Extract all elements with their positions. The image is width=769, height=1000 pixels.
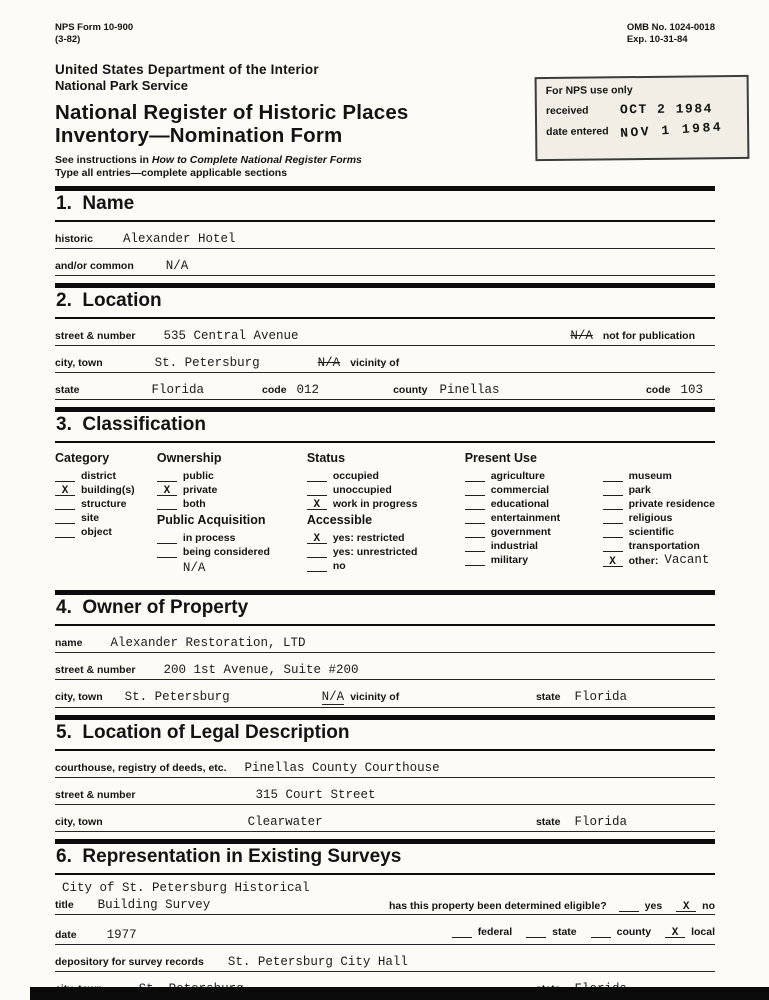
checkbox-line xyxy=(603,497,623,510)
checkbox-label: other: xyxy=(628,554,659,567)
historic-name-field xyxy=(55,232,715,249)
checkbox-line xyxy=(55,525,75,538)
present-use-header: Present Use xyxy=(464,450,537,465)
checkbox-line xyxy=(603,483,623,496)
section-2-title: 2. Location xyxy=(56,289,162,311)
section-3-title: 3. Classification xyxy=(56,413,206,435)
level-federal-label: federal xyxy=(477,925,513,938)
checkbox-line xyxy=(465,483,485,496)
checkbox-work-in-progress xyxy=(307,497,465,510)
checkbox-label: industrial xyxy=(490,539,538,552)
depository-label: depository for survey records xyxy=(55,955,204,968)
courthouse-field xyxy=(55,761,715,778)
legal-city-field xyxy=(55,815,715,832)
checkbox-label: private xyxy=(182,483,218,496)
form-title-line2: Inventory—Nomination Form xyxy=(55,123,343,147)
eligible-group xyxy=(389,899,715,912)
checkbox-line xyxy=(157,497,177,510)
section-5-title: 5. Location of Legal Description xyxy=(56,721,350,743)
city-label: city, town xyxy=(55,356,103,369)
checkbox-no xyxy=(307,559,465,572)
form-number-block xyxy=(55,22,133,47)
section-4-heading xyxy=(55,590,715,626)
checkbox-occupied xyxy=(307,469,465,482)
checkbox-line xyxy=(603,469,623,482)
checkbox-in-process xyxy=(157,531,307,544)
checkbox-label: museum xyxy=(628,469,672,482)
legal-state-label: state xyxy=(535,815,561,828)
code2-value: 103 xyxy=(680,382,703,397)
checkbox-line xyxy=(452,925,472,938)
checkbox-religious xyxy=(603,511,715,524)
checkbox-line xyxy=(157,483,177,496)
ownership-column xyxy=(157,451,307,575)
owner-name-label: name xyxy=(55,636,83,649)
omb-block xyxy=(627,22,715,47)
owner-name-value: Alexander Restoration, LTD xyxy=(110,635,306,650)
instructions-manual-title: How to Complete National Register Forms xyxy=(151,153,362,166)
checkbox-line xyxy=(55,497,75,510)
checkbox-line xyxy=(526,925,546,938)
owner-name-field xyxy=(55,636,715,653)
checkbox-line xyxy=(603,525,623,538)
agency-title: National Park Service xyxy=(55,77,188,93)
checkbox-mark: X xyxy=(313,498,321,511)
checkbox-district xyxy=(55,469,157,482)
checkbox-label: educational xyxy=(490,497,550,510)
checkbox-label: private residence xyxy=(628,497,715,510)
received-date-stamp: OCT 2 1984 xyxy=(619,101,714,118)
owner-city-field xyxy=(55,690,715,708)
legal-state-value: Florida xyxy=(574,814,627,829)
code2-label: code xyxy=(645,383,671,396)
checkbox-label: scientific xyxy=(628,525,675,538)
checkbox-line xyxy=(465,539,485,552)
checkbox-label: work in progress xyxy=(332,497,418,510)
checkbox-line xyxy=(603,511,623,524)
survey-title-line2: Building Survey xyxy=(97,897,211,912)
checkbox-line xyxy=(603,539,623,552)
legal-city-label: city, town xyxy=(55,815,103,828)
public-acquisition-header: Public Acquisition xyxy=(156,512,266,527)
checkbox-label: park xyxy=(628,483,651,496)
checkbox-line xyxy=(307,483,327,496)
checkbox-line xyxy=(591,925,611,938)
common-value: N/A xyxy=(165,258,189,273)
checkbox-line xyxy=(307,559,327,572)
level-local-label: local xyxy=(691,925,715,938)
checkbox-government xyxy=(465,525,603,538)
date-entered-row xyxy=(546,119,738,141)
checkbox-label: yes: restricted xyxy=(332,531,405,544)
state-field xyxy=(55,383,715,400)
checkbox-structure xyxy=(55,497,157,510)
checkbox-object xyxy=(55,525,157,538)
accessible-header: Accessible xyxy=(306,512,373,527)
checkbox-private xyxy=(157,483,307,496)
checkbox-line xyxy=(465,511,485,524)
classification-grid xyxy=(55,451,715,583)
instructions-prefix: See instructions in xyxy=(55,153,152,166)
section-1-heading xyxy=(55,186,715,222)
checkbox-label: site xyxy=(81,511,100,524)
stamp-header: For NPS use only xyxy=(545,84,633,98)
checkbox-public xyxy=(157,469,307,482)
legal-street-field xyxy=(55,788,715,805)
checkbox-buildings xyxy=(55,483,157,496)
checkbox-yes-restricted xyxy=(307,531,465,544)
street-field xyxy=(55,329,715,346)
eligible-no-label: no xyxy=(702,899,715,912)
section-4-title: 4. Owner of Property xyxy=(56,596,249,618)
section-3-heading xyxy=(55,407,715,443)
owner-vicinity-na: N/A xyxy=(321,689,345,704)
checkbox-transportation xyxy=(603,539,715,552)
checkbox-site xyxy=(55,511,157,524)
checkbox-line xyxy=(465,497,485,510)
status-header: Status xyxy=(306,450,346,465)
not-for-publication-group xyxy=(570,329,695,343)
section-6-heading xyxy=(55,839,715,875)
not-for-publication-na: N/A xyxy=(570,328,593,343)
state-value: Florida xyxy=(151,382,205,397)
checkbox-line xyxy=(157,469,177,482)
checkbox-line xyxy=(307,497,327,510)
survey-title-line1: City of St. Petersburg Historical xyxy=(62,880,310,895)
section-6-title: 6. Representation in Existing Surveys xyxy=(56,845,402,867)
owner-city-value: St. Petersburg xyxy=(124,689,230,704)
checkbox-industrial xyxy=(465,539,603,552)
form-revision: (3-82) xyxy=(55,34,81,46)
present-use-column-2 xyxy=(603,451,715,575)
checkbox-line xyxy=(465,553,485,566)
survey-title-label: title xyxy=(55,898,74,911)
checkbox-mark: X xyxy=(671,926,679,939)
checkbox-label: public xyxy=(182,469,214,482)
checkbox-other xyxy=(603,553,715,567)
checkbox-mark: X xyxy=(313,532,321,545)
checkbox-agriculture xyxy=(465,469,603,482)
section-2-heading xyxy=(55,283,715,319)
category-column xyxy=(55,451,157,575)
legal-street-label: street & number xyxy=(55,788,136,801)
checkbox-entertainment xyxy=(465,511,603,524)
owner-street-label: street & number xyxy=(55,663,136,676)
checkbox-park xyxy=(603,483,715,496)
instructions-line2: Type all entries—complete applicable sections xyxy=(55,166,288,179)
checkbox-mark: X xyxy=(163,484,171,497)
checkbox-label: unoccupied xyxy=(332,483,392,496)
owner-state-label: state xyxy=(535,690,561,703)
checkbox-label: district xyxy=(81,469,117,482)
checkbox-line xyxy=(157,531,177,544)
acquisition-na-note: N/A xyxy=(182,560,206,575)
checkbox-line xyxy=(55,469,75,482)
other-use-value: Vacant xyxy=(664,552,710,567)
legal-street-value: 315 Court Street xyxy=(255,787,376,802)
checkbox-label: occupied xyxy=(332,469,379,482)
checkbox-line xyxy=(619,899,639,912)
survey-title-line2-row xyxy=(55,898,310,912)
checkbox-line xyxy=(55,511,75,524)
survey-level-group xyxy=(452,925,715,938)
owner-vicinity-label: vicinity of xyxy=(350,690,400,703)
checkbox-label: government xyxy=(490,525,551,538)
checkbox-line xyxy=(307,469,327,482)
survey-date-label: date xyxy=(55,928,77,941)
county-label: county xyxy=(393,383,428,396)
courthouse-value: Pinellas County Courthouse xyxy=(244,760,440,775)
checkbox-label: transportation xyxy=(628,539,700,552)
vicinity-label: vicinity of xyxy=(350,356,400,369)
checkbox-scientific xyxy=(603,525,715,538)
form-id-row xyxy=(55,22,715,47)
checkbox-educational xyxy=(465,497,603,510)
received-row xyxy=(546,101,738,118)
checkbox-line xyxy=(603,554,623,567)
checkbox-label: both xyxy=(182,497,206,510)
checkbox-label: being considered xyxy=(182,545,270,558)
category-header: Category xyxy=(55,450,110,465)
form-number: NPS Form 10-900 xyxy=(55,22,134,33)
department-title: United States Department of the Interior xyxy=(55,61,319,77)
date-entered-value: NOV 1 1984 xyxy=(619,119,724,141)
checkbox-being-considered xyxy=(157,545,307,558)
courthouse-label: courthouse, registry of deeds, etc. xyxy=(55,761,227,774)
checkbox-unoccupied xyxy=(307,483,465,496)
status-column xyxy=(307,451,465,575)
checkbox-label: yes: unrestricted xyxy=(332,545,418,558)
checkbox-yes-unrestricted xyxy=(307,545,465,558)
checkbox-label: military xyxy=(490,553,529,566)
checkbox-line xyxy=(307,531,327,544)
checkbox-mark: X xyxy=(682,900,690,913)
section-5-heading xyxy=(55,715,715,751)
checkbox-line xyxy=(676,899,696,912)
checkbox-label: structure xyxy=(81,497,127,510)
checkbox-label: religious xyxy=(628,511,673,524)
survey-title-field xyxy=(55,881,715,915)
historic-label: historic xyxy=(55,232,93,245)
code-value: 012 xyxy=(296,382,320,397)
checkbox-label: commercial xyxy=(490,483,550,496)
eligible-yes-label: yes xyxy=(644,899,663,912)
checkbox-mark: X xyxy=(61,484,69,497)
historic-value: Alexander Hotel xyxy=(122,231,236,246)
owner-street-field xyxy=(55,663,715,680)
checkbox-line xyxy=(307,545,327,558)
common-label: and/or common xyxy=(55,259,134,272)
form-title-line1: National Register of Historic Places xyxy=(55,100,409,124)
checkbox-label: entertainment xyxy=(490,511,561,524)
county-value: Pinellas xyxy=(439,382,500,397)
checkbox-line xyxy=(665,925,685,938)
checkbox-private-residence xyxy=(603,497,715,510)
checkbox-line xyxy=(465,525,485,538)
checkbox-label: in process xyxy=(182,531,236,544)
state-label: state xyxy=(55,383,80,396)
legal-city-value: Clearwater xyxy=(247,814,323,829)
not-for-publication-label: not for publication xyxy=(602,329,695,342)
checkbox-both xyxy=(157,497,307,510)
level-state-label: state xyxy=(552,925,577,938)
checkbox-museum xyxy=(603,469,715,482)
checkbox-line xyxy=(55,483,75,496)
depository-field xyxy=(55,955,715,972)
depository-value: St. Petersburg City Hall xyxy=(227,954,408,969)
omb-exp: Exp. 10-31-84 xyxy=(626,34,688,46)
code-label: code xyxy=(262,383,287,396)
street-value: 535 Central Avenue xyxy=(163,328,299,343)
owner-street-value: 200 1st Avenue, Suite #200 xyxy=(163,662,359,677)
received-label: received xyxy=(545,104,589,118)
survey-date-field xyxy=(55,925,715,945)
eligible-question: has this property been determined eligible? xyxy=(389,899,607,912)
omb-number: OMB No. 1024-0018 xyxy=(626,22,715,33)
section-1-title: 1. Name xyxy=(56,192,135,214)
level-county-label: county xyxy=(616,925,652,938)
checkbox-mark: X xyxy=(609,555,616,568)
present-use-column-1 xyxy=(465,451,603,575)
checkbox-label: object xyxy=(81,525,112,538)
owner-state-value: Florida xyxy=(574,689,627,704)
city-field xyxy=(55,356,715,373)
street-label: street & number xyxy=(55,329,136,342)
checkbox-line xyxy=(465,469,485,482)
present-use-spacer xyxy=(603,451,715,465)
vicinity-na: N/A xyxy=(317,355,341,370)
date-entered-label: date entered xyxy=(546,125,609,139)
survey-title-left xyxy=(55,881,310,912)
owner-city-label: city, town xyxy=(55,690,103,703)
nps-stamp-box xyxy=(535,75,750,161)
survey-date-value: 1977 xyxy=(106,927,137,942)
checkbox-label: building(s) xyxy=(81,483,135,496)
next-section-bar xyxy=(30,987,769,1000)
checkbox-label: agriculture xyxy=(490,469,545,482)
city-value: St. Petersburg xyxy=(154,355,260,370)
checkbox-military xyxy=(465,553,603,566)
checkbox-line xyxy=(157,545,177,558)
ownership-header: Ownership xyxy=(156,450,222,465)
checkbox-label: no xyxy=(332,559,346,572)
common-name-field xyxy=(55,259,715,276)
checkbox-commercial xyxy=(465,483,603,496)
